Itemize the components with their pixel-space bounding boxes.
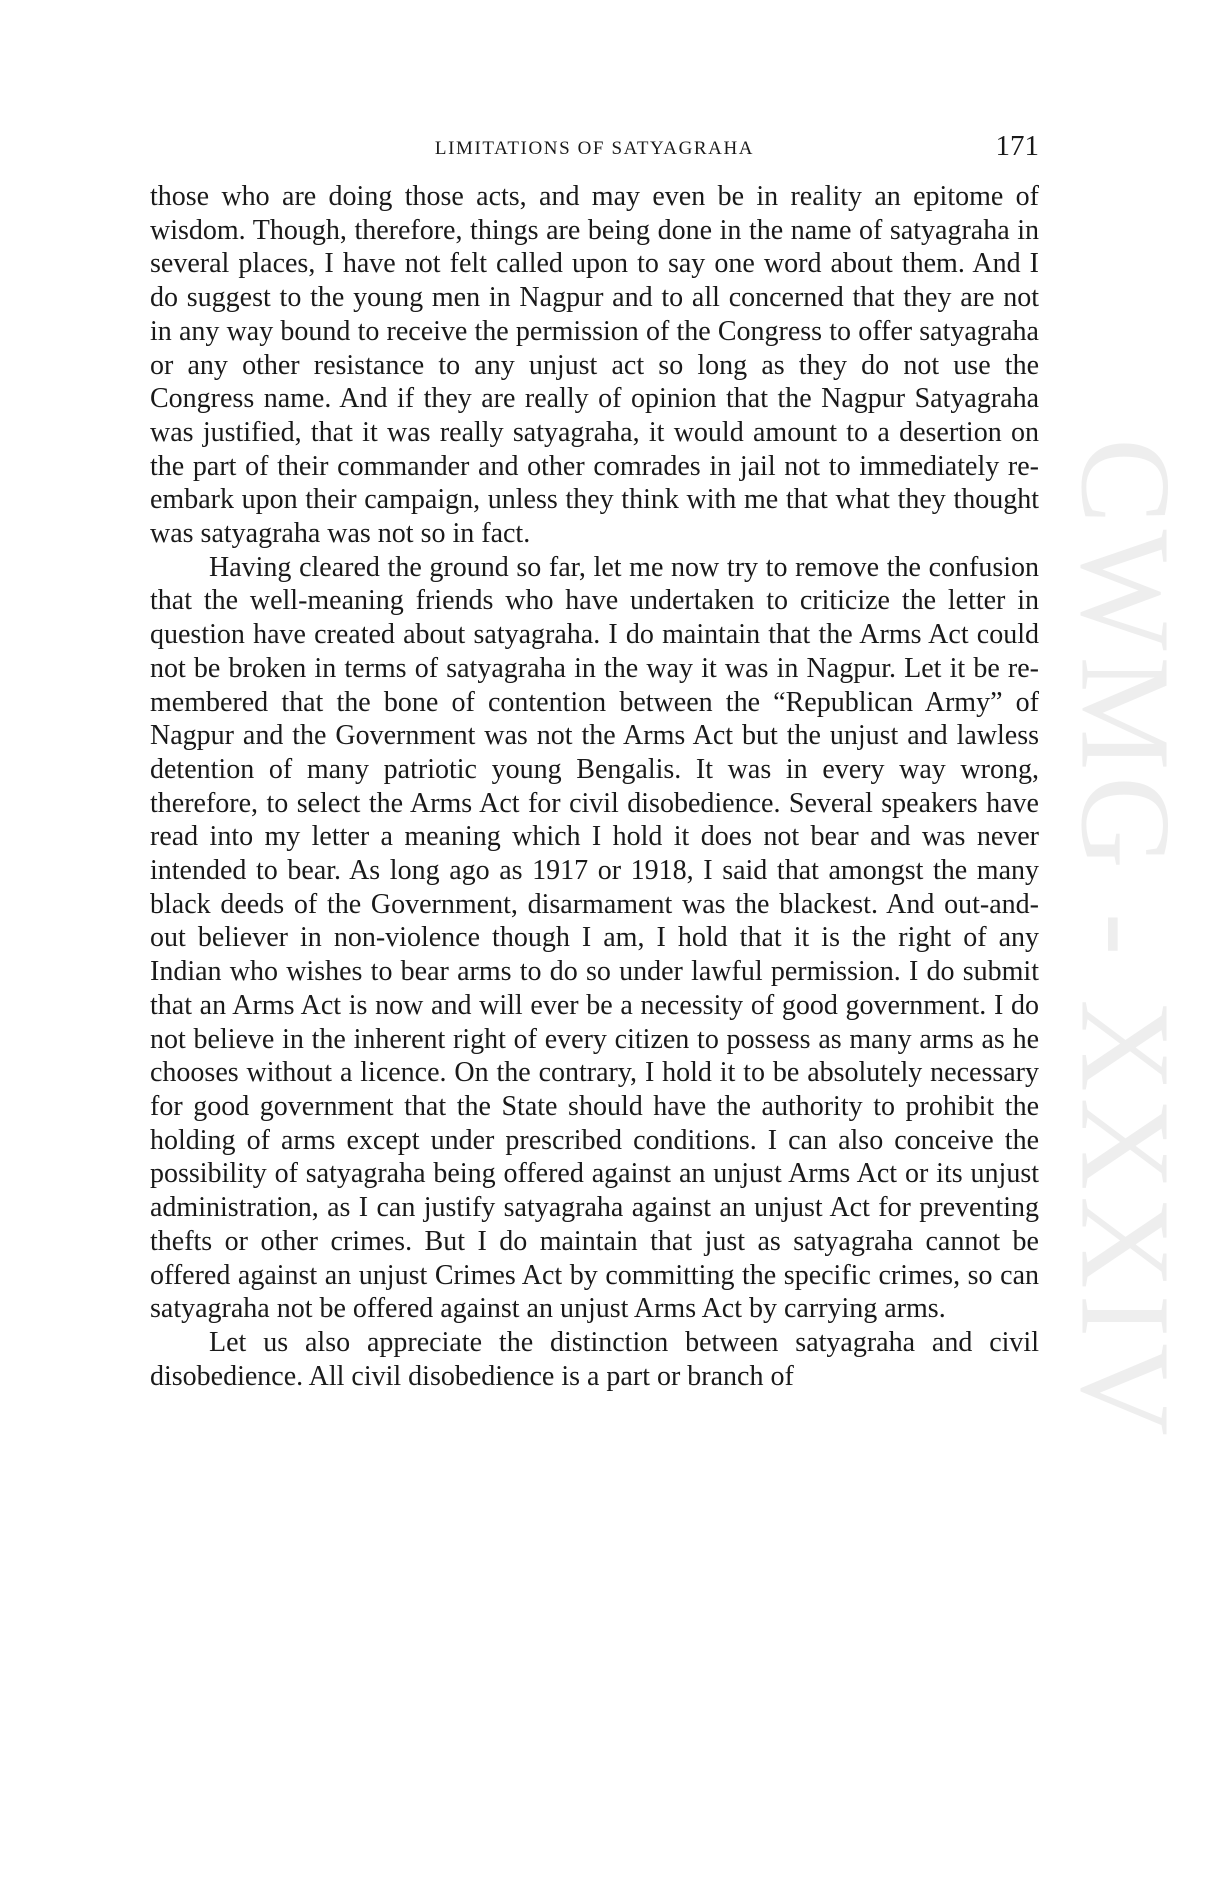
body-text [150,180,1039,1393]
page-number: 171 [995,130,1039,162]
watermark-text: CWMG - XXXIV [1054,438,1197,1442]
running-title: LIMITATIONS OF SATYAGRAHA [434,138,755,159]
paragraph: Let us also appreciate the distinction between satyagraha and civil disobedience. All civil disobedience is a part or branch of [150,1326,1039,1392]
paragraph-continued: those who are doing those acts, and may even be in reality an epitome of wisdom. Though, therefore, things are being done in the name of satyagraha in several places, I have not felt called upon to say one word about them. And I do suggest to the young men in Nagpur and to all concerned that they are not in any way bound to receive the permission of the Congress to offer satyagraha or any other resistance to any unjust act so long as they do not use the Congress name. And if they are really of opinion that the Nagpur Satyagraha was justified, that it was really satyagraha, it would amount to a desertion on the part of their commander and other comrades in jail not to immediately re-embark upon their campaign, unless they think with me that what they thought was satyagraha was not so in fact. [150,181,1039,550]
paragraph: Having cleared the ground so far, let me now try to remove the confusion that the well-meaning friends who have undertaken to criticize the letter in question have created about satyagraha. I do maintain that the Arms Act could not be broken in terms of satyagraha in the way it was in Nagpur. Let it be remembered that the bone of contention between the “Republican Army” of Nagpur and the Government was not the Arms Act but the unjust and lawless detention of many patriotic young Bengalis. It was in every way wrong, therefore, to select the Arms Act for civil disobedience. Several speakers have read into my letter a meaning which I hold it does not bear and was never intended to bear. As long ago as 1917 or 1918, I said that amongst the many black deeds of the Government, disarmament was the blackest. And out-and-out believer in non-violence though I am, I hold that it is the right of any Indian who wishes to bear arms to do so under lawful permission. I do submit that an Arms Act is now and will ever be a necessity of good government. I do not believe in the inherent right of every citizen to possess as many arms as he chooses without a licence. On the contrary, I hold it to be absolutely necessary for good government that the State should have the authority to prohibit the holding of arms except under prescribed conditions. I can also conceive the possibility of satyagraha being offered against an unjust Arms Act or its unjust administration, as I can justify satyagraha against an unjust Act for preventing thefts or other crimes. But I do maintain that just as satyagraha cannot be offered against an unjust Crimes Act by committing the specific crimes, so can satyagraha not be offered against an unjust Arms Act by carrying arms. [150,551,1039,1325]
running-head [150,128,1039,168]
watermark [1054,400,1197,1480]
